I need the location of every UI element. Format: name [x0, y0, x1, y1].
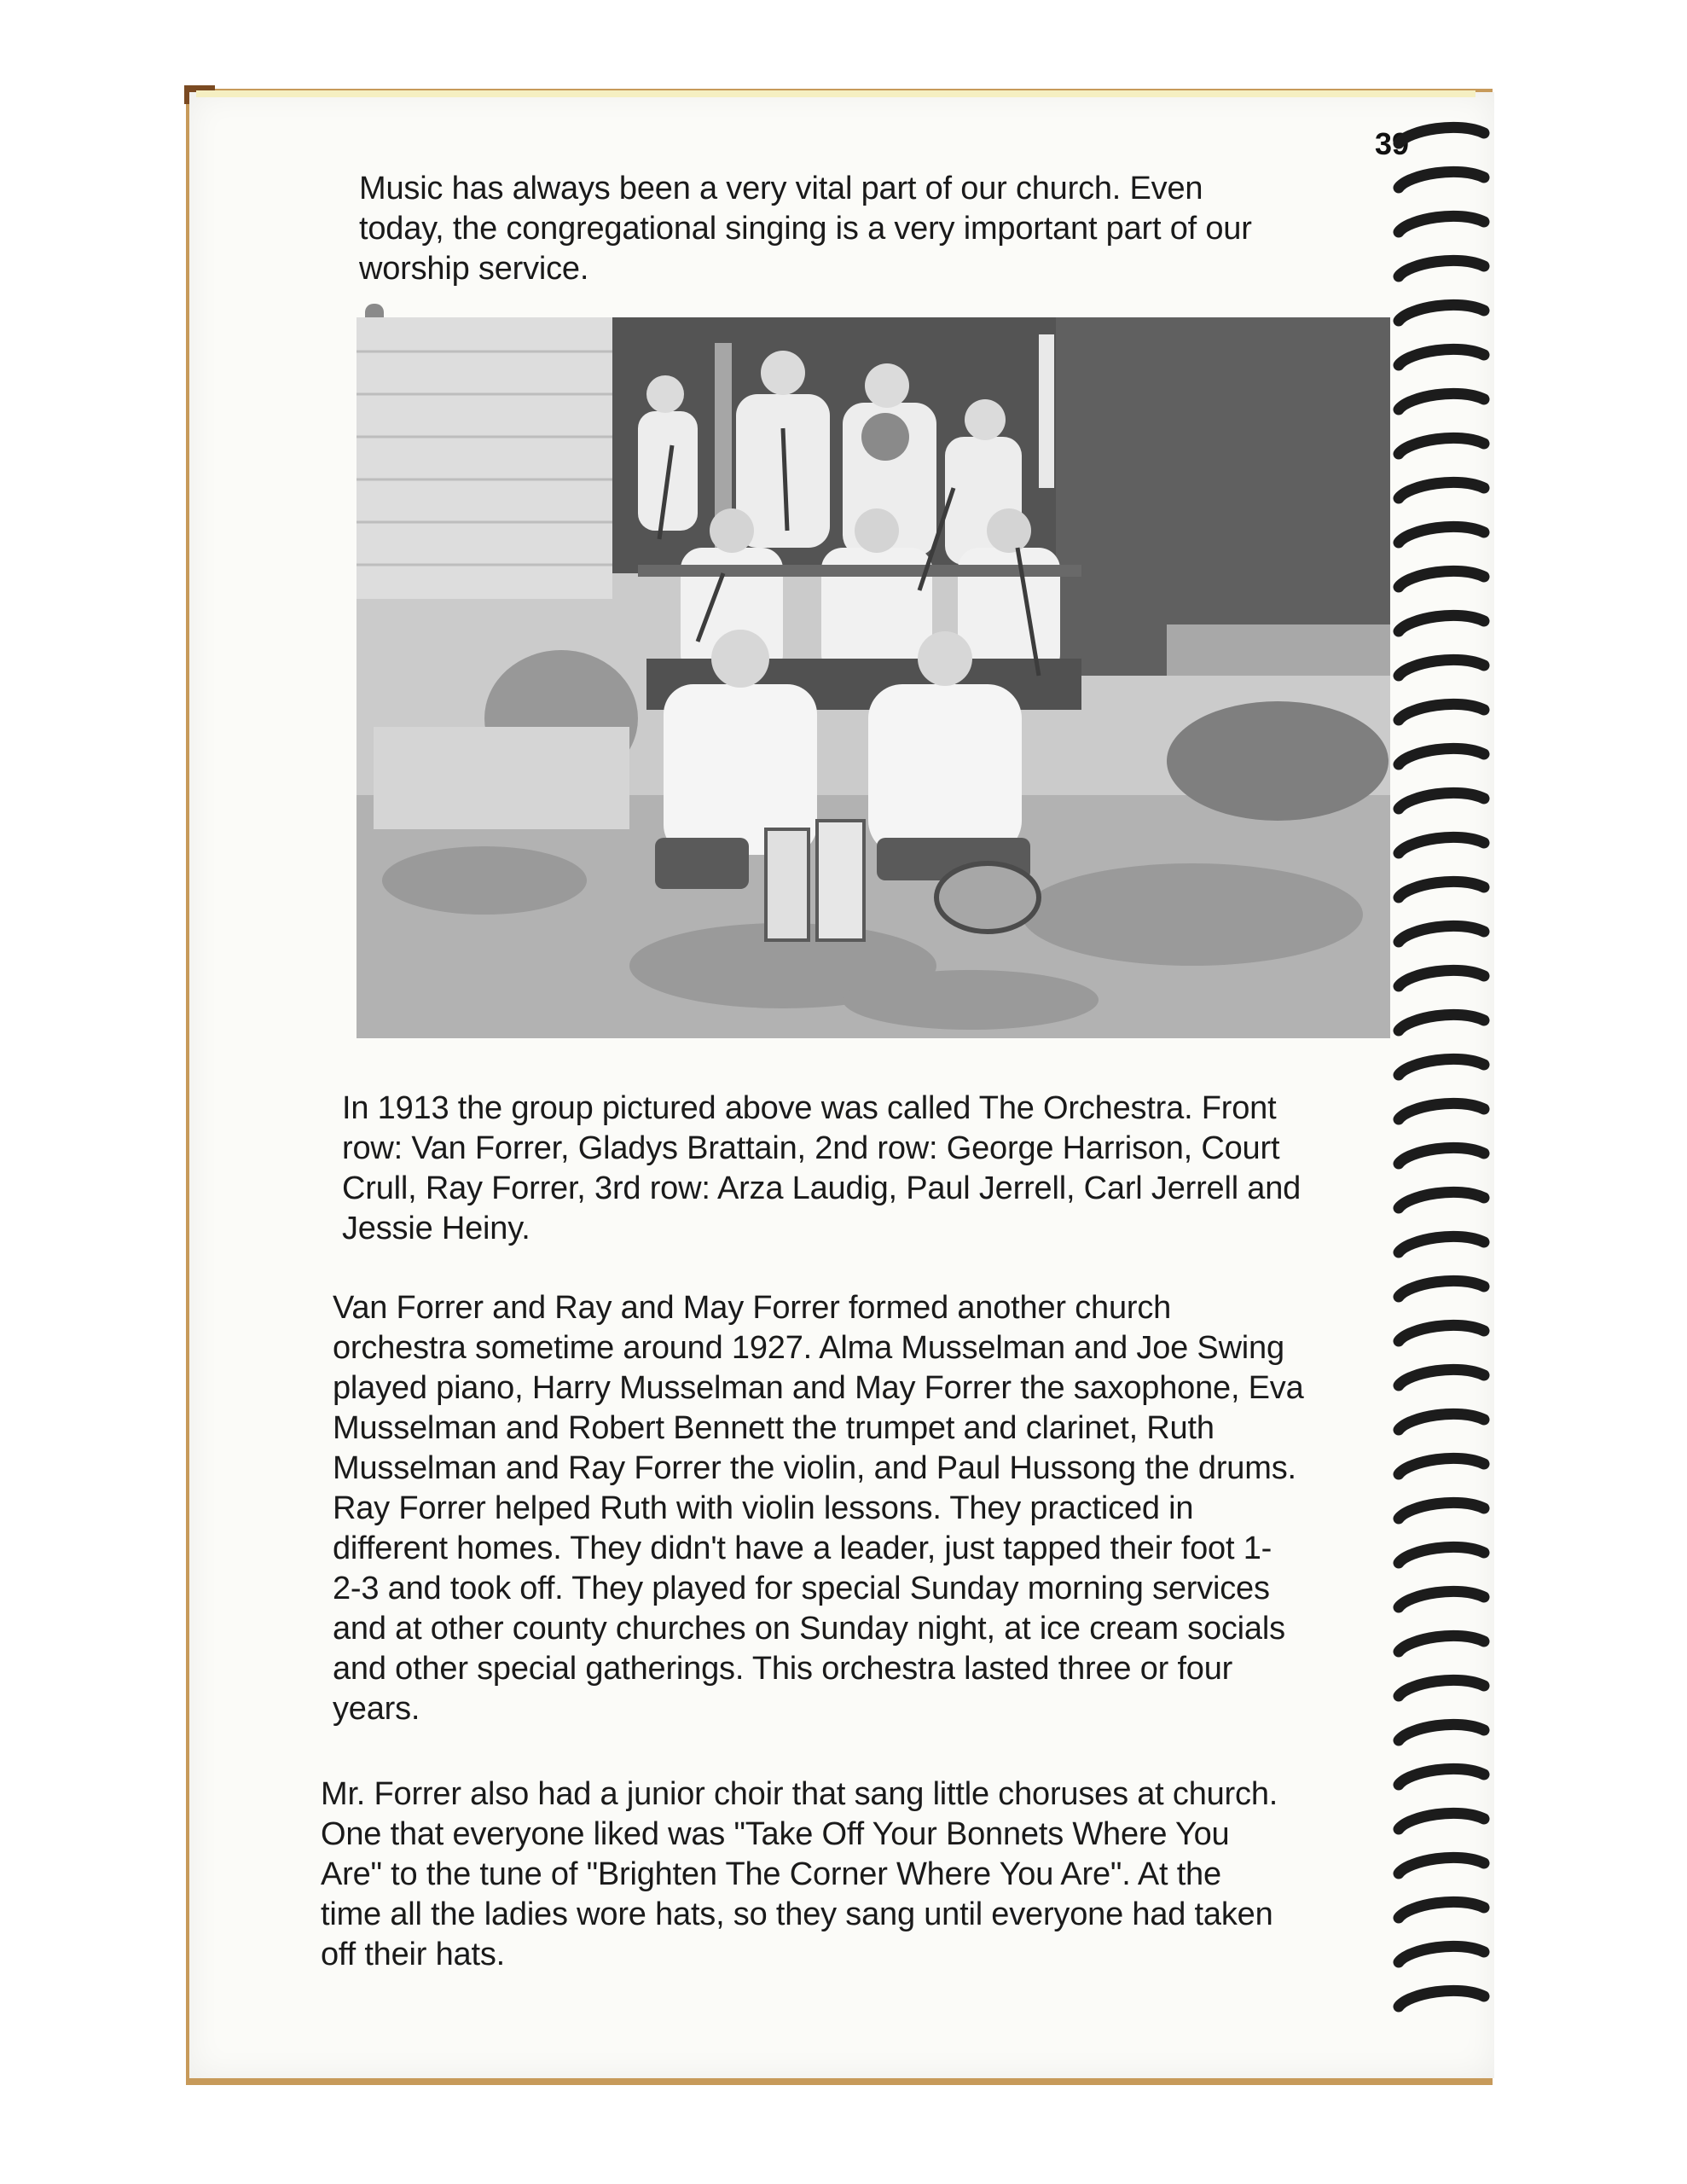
spiral-coil — [1399, 1857, 1484, 1873]
spiral-coil — [1399, 704, 1484, 720]
spiral-coil — [1399, 305, 1484, 321]
text-line: row: Van Forrer, Gladys Brattain, 2nd row: George Harrison, Court — [342, 1130, 1280, 1166]
text-line: different homes. They didn't have a leader, just tapped their foot 1- — [333, 1531, 1272, 1566]
spiral-coil — [1399, 837, 1484, 853]
spiral-coil — [1399, 1813, 1484, 1829]
text-line: worship service. — [359, 251, 589, 287]
spiral-coil — [1399, 127, 1484, 143]
spiral-coil — [1399, 1325, 1484, 1341]
text-line: Van Forrer and Ray and May Forrer formed another church — [333, 1290, 1172, 1326]
spiral-coil — [1399, 216, 1484, 232]
spiral-coil — [1399, 1059, 1484, 1075]
text-line: orchestra sometime around 1927. Alma Musselman and Joe Swing — [333, 1330, 1284, 1366]
text-line: today, the congregational singing is a very important part of our — [359, 211, 1252, 247]
text-line: Mr. Forrer also had a junior choir that sang little choruses at church. — [321, 1776, 1278, 1812]
spiral-coil — [1399, 1724, 1484, 1740]
spiral-coil — [1399, 1769, 1484, 1785]
text-line: Crull, Ray Forrer, 3rd row: Arza Laudig, Paul Jerrell, Carl Jerrell and — [342, 1170, 1301, 1206]
text-line: off their hats. — [321, 1937, 505, 1972]
text-line: and at other county churches on Sunday night, at ice cream socials — [333, 1611, 1285, 1647]
page-top-edge — [196, 90, 1475, 97]
text-line: Are" to the tune of "Brighten The Corner Where You Are". At the — [321, 1856, 1221, 1892]
spiral-coil — [1399, 1236, 1484, 1252]
text-line: years. — [333, 1691, 420, 1727]
text-line: Ray Forrer helped Ruth with violin lessons. They practiced in — [333, 1490, 1194, 1526]
spiral-coil — [1399, 1281, 1484, 1297]
intro-paragraph — [359, 169, 1348, 289]
text-line: played piano, Harry Musselman and May Forrer the saxophone, Eva — [333, 1370, 1304, 1406]
spiral-coil — [1399, 571, 1484, 587]
text-line: 2-3 and took off. They played for special Sunday morning services — [333, 1571, 1270, 1606]
spiral-coil — [1399, 1369, 1484, 1385]
spiral-coil — [1399, 970, 1484, 986]
spiral-coil — [1399, 748, 1484, 764]
spiral-coil — [1399, 1547, 1484, 1563]
spiral-coil — [1399, 1458, 1484, 1474]
text-line: Jessie Heiny. — [342, 1211, 530, 1246]
text-line: and other special gatherings. This orchestra lasted three or four — [333, 1651, 1233, 1687]
spiral-coil — [1399, 393, 1484, 410]
spiral-coil — [1399, 881, 1484, 897]
text-line: In 1913 the group pictured above was called The Orchestra. Front — [342, 1090, 1277, 1126]
spiral-coil — [1399, 260, 1484, 276]
spiral-coil — [1399, 1635, 1484, 1652]
junior-choir-paragraph — [321, 1774, 1404, 1975]
spiral-coil — [1399, 926, 1484, 942]
spiral-coil — [1399, 1591, 1484, 1607]
spiral-coil — [1399, 615, 1484, 631]
orchestra-1913-paragraph — [342, 1089, 1400, 1249]
spiral-coil — [1399, 1680, 1484, 1696]
text-line: Musselman and Robert Bennett the trumpet and clarinet, Ruth — [333, 1410, 1215, 1446]
text-line: Musselman and Ray Forrer the violin, and Paul Hussong the drums. — [333, 1450, 1296, 1486]
spiral-coil — [1399, 482, 1484, 498]
spiral-coil — [1399, 1502, 1484, 1519]
text-line: One that everyone liked was "Take Off Your Bonnets Where You — [321, 1816, 1230, 1852]
orchestra-photograph — [357, 317, 1390, 1038]
page-number: 39 — [1375, 126, 1410, 161]
spiral-coil — [1399, 1414, 1484, 1430]
text-line: time all the ladies wore hats, so they sang until everyone had taken — [321, 1896, 1273, 1932]
spiral-coil — [1399, 659, 1484, 676]
spiral-coil — [1399, 793, 1484, 809]
spiral-coil — [1399, 1192, 1484, 1208]
spiral-coil — [1399, 1946, 1484, 1962]
text-line: Music has always been a very vital part of our church. Even — [359, 171, 1203, 206]
spiral-coil — [1399, 171, 1484, 188]
spiral-binding — [1383, 119, 1494, 2065]
spiral-coil — [1399, 1902, 1484, 1918]
spiral-coil — [1399, 1014, 1484, 1031]
spiral-coil — [1399, 1147, 1484, 1164]
spiral-coil — [1399, 1103, 1484, 1119]
spiral-coil — [1399, 1990, 1484, 2007]
orchestra-1927-paragraph — [333, 1288, 1399, 1729]
spiral-coil — [1399, 349, 1484, 365]
spiral-coil — [1399, 526, 1484, 543]
spiral-coil — [1399, 438, 1484, 454]
